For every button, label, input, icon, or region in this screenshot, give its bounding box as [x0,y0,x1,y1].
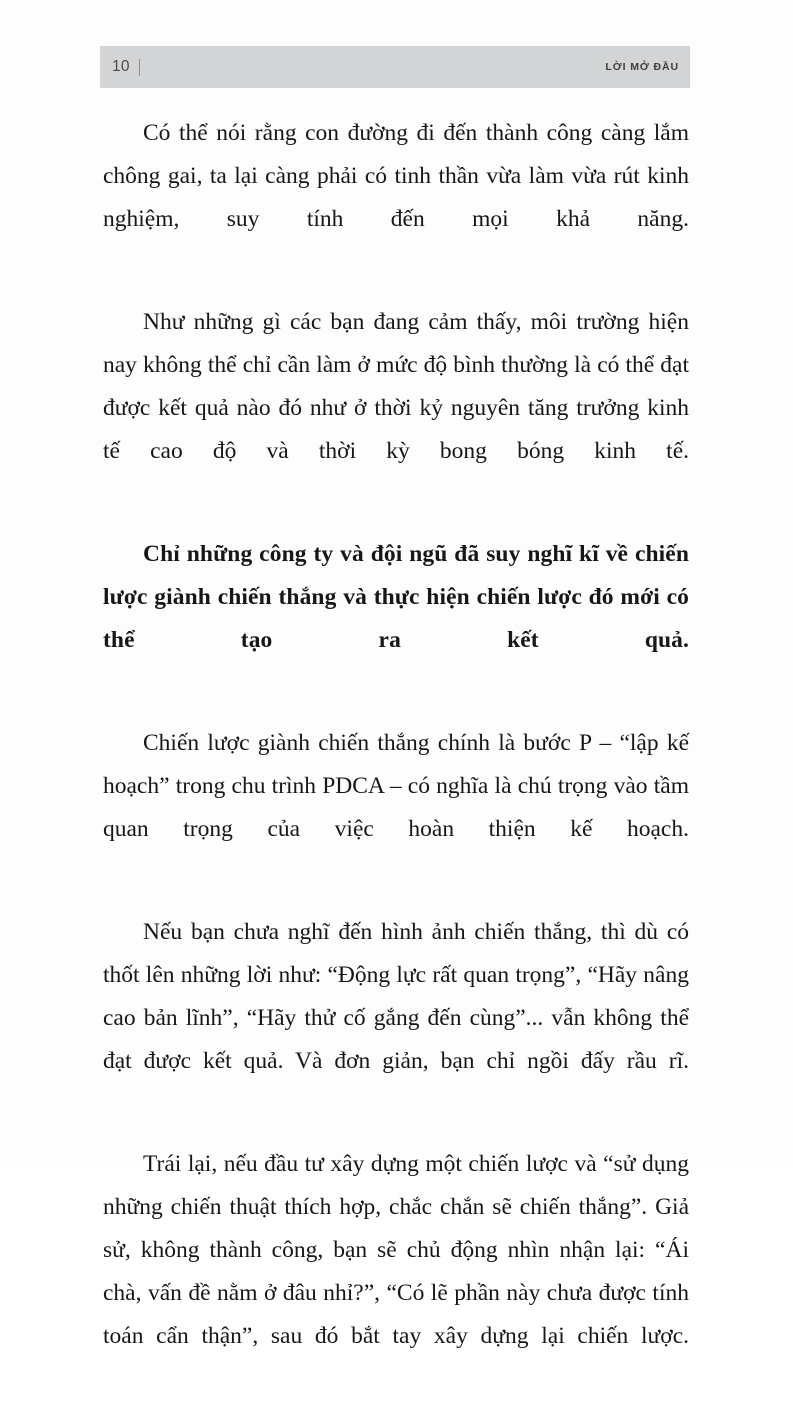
paragraph-3-emphasis: Chỉ những công ty và đội ngũ đã suy nghĩ kĩ về chiến lược giành chiến thắng và thực hiện chiến lược đó mới có thể tạo ra kết quả. [103,541,689,653]
paragraph-6: Trái lại, nếu đầu tư xây dựng một chiến lược và “sử dụng những chiến thuật thích hợp, chắc chắn sẽ chiến thắng”. Giả sử, không thành công, bạn sẽ chủ động nhìn nhận lại: “Ái chà, vấn đề nằm ở đâu nhỉ?”, “Có lẽ phần này chưa được tính toán cẩn thận”, sau đó bắt tay xây dựng lại chiến lược. [103,1151,689,1349]
paragraph-1: Có thể nói rằng con đường đi đến thành công càng lắm chông gai, ta lại càng phải có tinh thần vừa làm vừa rút kinh nghiệm, suy tính đến mọi khả năng. [103,120,689,232]
paragraph-4: Chiến lược giành chiến thắng chính là bước P – “lập kế hoạch” trong chu trình PDCA – có nghĩa là chú trọng vào tầm quan trọng của việc hoàn thiện kế hoạch. [103,730,689,842]
paragraph-5: Nếu bạn chưa nghĩ đến hình ảnh chiến thắng, thì dù có thốt lên những lời như: “Động lực rất quan trọng”, “Hãy nâng cao bản lĩnh”, “Hãy thử cố gắng đến cùng”... vẫn không thể đạt được kết quả. Và đơn giản, bạn chỉ ngồi đấy rầu rĩ. [103,919,689,1074]
body-text-block [103,112,689,1401]
running-header [100,46,690,88]
section-title: LỜI MỞ ĐẦU [605,60,679,73]
folio-group [112,59,140,76]
vertical-rule-divider [139,59,140,76]
page-number: 10 [112,58,130,76]
paragraph-2: Như những gì các bạn đang cảm thấy, môi trường hiện nay không thể chỉ cần làm ở mức độ bình thường là có thể đạt được kết quả nào đó như ở thời kỷ nguyên tăng trưởng kinh tế cao độ và thời kỳ bong bóng kinh tế. [103,309,689,464]
